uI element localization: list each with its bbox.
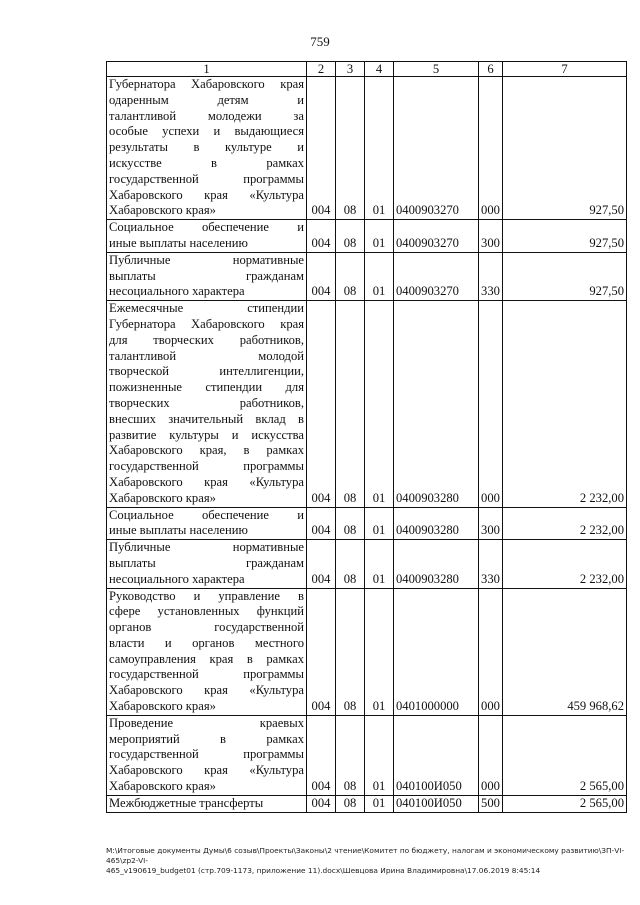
expense-type-cell: 330 <box>479 540 503 588</box>
row-name-line: Губернатора Хабаровского края <box>109 316 304 331</box>
row-name-cell <box>107 795 307 812</box>
expense-type-cell: 300 <box>479 220 503 253</box>
row-name-line: Хабаровского края, в рамках <box>109 443 304 458</box>
row-name-line: государственной программы <box>109 171 304 186</box>
section-code-cell: 004 <box>307 507 336 540</box>
section-code-cell: 004 <box>307 715 336 795</box>
row-name-line: талантливой молодой <box>109 348 304 363</box>
row-name-line: власти и органов местного <box>109 635 304 650</box>
expense-type-cell: 330 <box>479 252 503 300</box>
row-name-cell <box>107 252 307 300</box>
row-name-line: Социальное обеспечение и <box>109 220 304 235</box>
section-code-cell: 004 <box>307 795 336 812</box>
row-name-line: творческих работников, <box>109 395 304 410</box>
subsection-code-cell: 08 <box>336 220 365 253</box>
row-name-line: развитие культуры и искусства <box>109 427 304 442</box>
row-name-cell <box>107 77 307 220</box>
header-cell: 7 <box>503 62 627 77</box>
row-name-line: Хабаровского края «Культура <box>109 683 304 698</box>
amount-cell: 2 232,00 <box>503 301 627 507</box>
target-article-cell: 0400903280 <box>394 301 479 507</box>
target-article-cell: 0400903280 <box>394 507 479 540</box>
row-name-line: мероприятий в рамках <box>109 731 304 746</box>
row-name-line: Хабаровского края «Культура <box>109 474 304 489</box>
row-name-line: талантливой молодежи за <box>109 108 304 123</box>
item-code-cell: 01 <box>365 252 394 300</box>
row-name-line: Проведение краевых <box>109 715 304 730</box>
row-name-cell <box>107 507 307 540</box>
row-name-line: государственной программы <box>109 747 304 762</box>
item-code-cell: 01 <box>365 795 394 812</box>
section-code-cell: 004 <box>307 301 336 507</box>
section-code-cell: 004 <box>307 540 336 588</box>
row-name-line: искусстве в рамках <box>109 155 304 170</box>
target-article-cell: 040100И050 <box>394 795 479 812</box>
subsection-code-cell: 08 <box>336 301 365 507</box>
row-name-cell <box>107 301 307 507</box>
row-name-line: Губернатора Хабаровского края <box>109 77 304 91</box>
footer-line: 465_v190619_budget01 (стр.709-1173, приложение 11).docx\Шевцова Ирина Владимировна\17.06.2019 8:45:14 <box>106 866 541 875</box>
row-name-line: выплаты гражданам <box>109 555 304 570</box>
header-cell: 5 <box>394 62 479 77</box>
amount-cell: 2 565,00 <box>503 795 627 812</box>
expense-type-cell: 000 <box>479 588 503 715</box>
file-path-footer <box>106 846 626 876</box>
table-row <box>107 795 627 812</box>
amount-cell: 927,50 <box>503 252 627 300</box>
row-name-line: несоциального характера <box>109 571 245 586</box>
target-article-cell: 0400903270 <box>394 220 479 253</box>
row-name-line: Хабаровского края «Культура <box>109 187 304 202</box>
target-article-cell: 0401000000 <box>394 588 479 715</box>
row-name-line: творческой интеллигенции, <box>109 364 304 379</box>
row-name-line: Социальное обеспечение и <box>109 507 304 522</box>
item-code-cell: 01 <box>365 715 394 795</box>
row-name-line: несоциального характера <box>109 284 245 299</box>
section-code-cell: 004 <box>307 220 336 253</box>
row-name-line: государственной программы <box>109 459 304 474</box>
row-name-line: иные выплаты населению <box>109 523 248 538</box>
header-cell: 1 <box>107 62 307 77</box>
expense-type-cell: 000 <box>479 715 503 795</box>
row-name-line: самоуправления края в рамках <box>109 651 304 666</box>
row-name-line: особые успехи и выдающиеся <box>109 124 304 139</box>
table-row <box>107 540 627 588</box>
target-article-cell: 0400903270 <box>394 252 479 300</box>
budget-table <box>106 61 627 813</box>
item-code-cell: 01 <box>365 588 394 715</box>
subsection-code-cell: 08 <box>336 795 365 812</box>
row-name-line: Хабаровского края» <box>109 699 216 714</box>
row-name-line: Межбюджетные трансферты <box>109 795 264 810</box>
amount-cell: 927,50 <box>503 77 627 220</box>
page-number: 759 <box>310 34 330 49</box>
expense-type-cell: 300 <box>479 507 503 540</box>
row-name-line: Публичные нормативные <box>109 540 304 555</box>
item-code-cell: 01 <box>365 301 394 507</box>
subsection-code-cell: 08 <box>336 715 365 795</box>
row-name-line: Хабаровского края» <box>109 203 216 218</box>
table-row <box>107 301 627 507</box>
row-name-line: сфере установленных функций <box>109 604 304 619</box>
header-cell: 2 <box>307 62 336 77</box>
table-row <box>107 507 627 540</box>
row-name-line: Ежемесячные стипендии <box>109 301 304 316</box>
amount-cell: 2 565,00 <box>503 715 627 795</box>
table-header-row <box>107 62 627 77</box>
row-name-line: Публичные нормативные <box>109 252 304 267</box>
target-article-cell: 040100И050 <box>394 715 479 795</box>
table-row <box>107 588 627 715</box>
subsection-code-cell: 08 <box>336 252 365 300</box>
row-name-line: для творческих работников, <box>109 332 304 347</box>
footer-line: М:\Итоговые документы Думы\6 созыв\Проекты\Законы\2 чтение\Комитет по бюджету, налогам и экономическому развитию\ЗП-VI-465\zp2-VI- <box>106 846 625 865</box>
expense-type-cell: 500 <box>479 795 503 812</box>
table-row <box>107 715 627 795</box>
header-cell: 6 <box>479 62 503 77</box>
row-name-line: пожизненные стипендии для <box>109 380 304 395</box>
section-code-cell: 004 <box>307 77 336 220</box>
row-name-line: выплаты гражданам <box>109 268 304 283</box>
row-name-cell <box>107 715 307 795</box>
header-cell: 4 <box>365 62 394 77</box>
item-code-cell: 01 <box>365 540 394 588</box>
row-name-line: внесших значительный вклад в <box>109 411 304 426</box>
item-code-cell: 01 <box>365 507 394 540</box>
row-name-line: Хабаровского края «Культура <box>109 763 304 778</box>
target-article-cell: 0400903280 <box>394 540 479 588</box>
row-name-line: Хабаровского края» <box>109 779 216 794</box>
row-name-line: иные выплаты населению <box>109 235 248 250</box>
row-name-line: Руководство и управление в <box>109 588 304 603</box>
amount-cell: 927,50 <box>503 220 627 253</box>
item-code-cell: 01 <box>365 77 394 220</box>
subsection-code-cell: 08 <box>336 507 365 540</box>
row-name-line: государственной программы <box>109 667 304 682</box>
section-code-cell: 004 <box>307 252 336 300</box>
row-name-cell <box>107 540 307 588</box>
row-name-cell <box>107 588 307 715</box>
table-row <box>107 252 627 300</box>
table-row <box>107 220 627 253</box>
row-name-line: результаты в культуре и <box>109 140 304 155</box>
table-row <box>107 77 627 220</box>
expense-type-cell: 000 <box>479 77 503 220</box>
subsection-code-cell: 08 <box>336 540 365 588</box>
amount-cell: 2 232,00 <box>503 540 627 588</box>
row-name-line: Хабаровского края» <box>109 490 216 505</box>
header-cell: 3 <box>336 62 365 77</box>
section-code-cell: 004 <box>307 588 336 715</box>
target-article-cell: 0400903270 <box>394 77 479 220</box>
amount-cell: 459 968,62 <box>503 588 627 715</box>
subsection-code-cell: 08 <box>336 588 365 715</box>
amount-cell: 2 232,00 <box>503 507 627 540</box>
expense-type-cell: 000 <box>479 301 503 507</box>
subsection-code-cell: 08 <box>336 77 365 220</box>
row-name-line: одаренным детям и <box>109 92 304 107</box>
row-name-line: органов государственной <box>109 620 304 635</box>
row-name-cell <box>107 220 307 253</box>
item-code-cell: 01 <box>365 220 394 253</box>
